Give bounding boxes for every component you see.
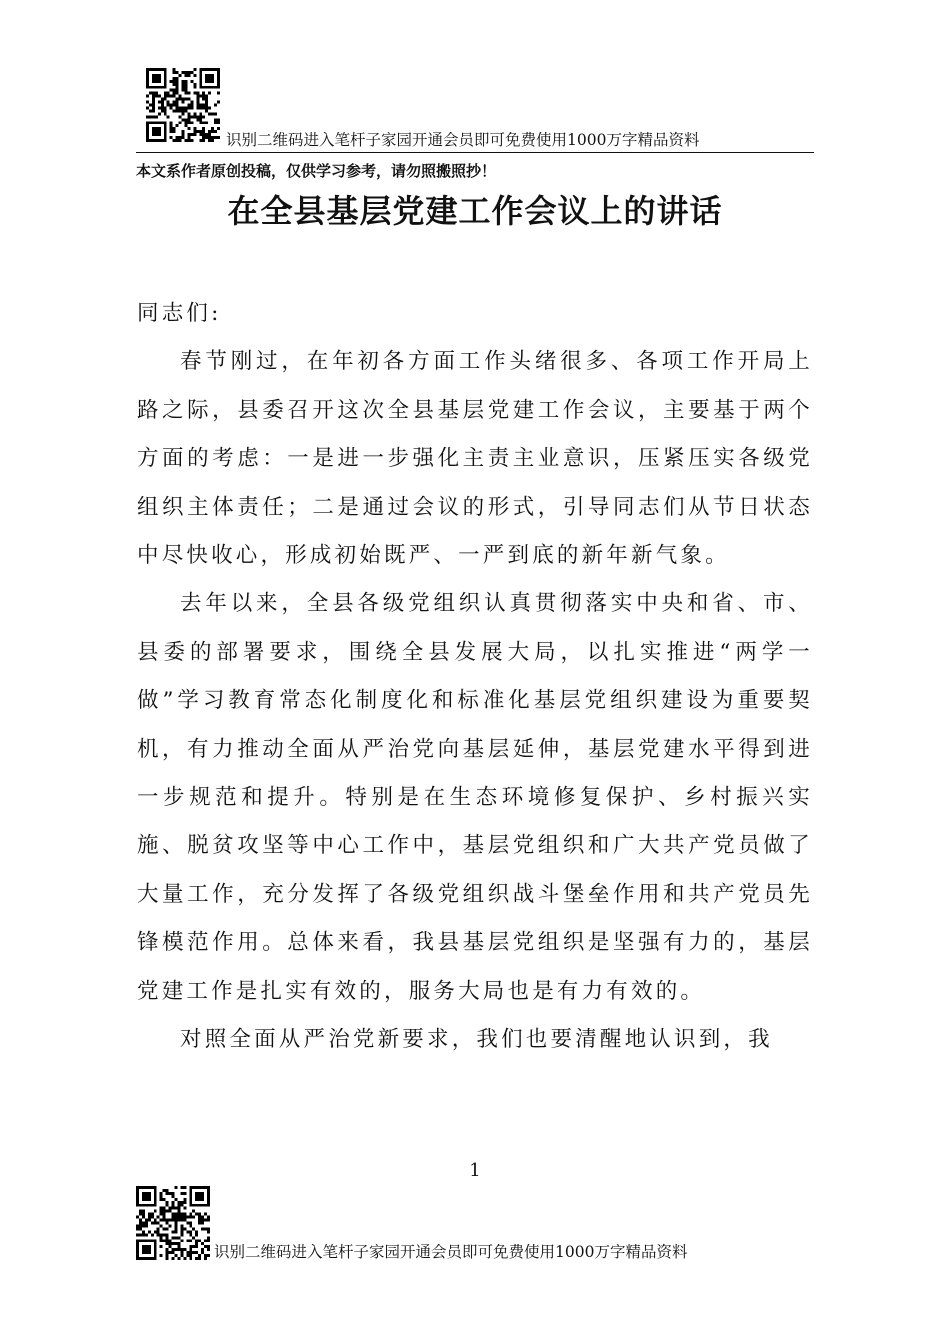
paragraph: 春节刚过，在年初各方面工作头绪很多、各项工作开局上路之际，县委召开这次全县基层党建工作会议，主要基于两个方面的考虑：一是进一步强化主责主业意识，压紧压实各级党组织主体责任；二是通过会议的形式，引导同志们从节日状态中尽快收心，形成初始既严、一严到底的新年新气象。 [137, 349, 813, 569]
paragraph: 对照全面从严治党新要求，我们也要清醒地认识到，我 [180, 1027, 773, 1053]
header-promo-text: 识别二维码进入笔杆子家园开通会员即可免费使用1000万字精品资料 [226, 131, 700, 149]
qr-code-icon[interactable] [136, 1186, 210, 1260]
page-number: 1 [469, 1160, 481, 1181]
paragraph: 去年以来，全县各级党组织认真贯彻落实中央和省、市、县委的部署要求，围绕全县发展大局，以扎实推进“两学一做”学习教育常态化制度化和标准化基层党组织建设为重要契机，有力推动全面从严治党向基层延伸，基层党建水平得到进一步规范和提升。特别是在生态环境修复保护、乡村振兴实施、脱贫攻坚等中心工作中，基层党组织和广大共产党员做了大量工作，充分发挥了各级党组织战斗堡垒作用和共产党员先锋模范作用。总体来看，我县基层党组织是坚强有力的，基层党建工作是扎实有效的，服务大局也是有力有效的。 [137, 591, 813, 1004]
header-divider [136, 152, 814, 153]
footer-promo-text: 识别二维码进入笔杆子家园开通会员即可免费使用1000万字精品资料 [214, 1243, 688, 1261]
disclaimer-text: 本文系作者原创投稿，仅供学习参考，请勿照搬照抄！ [136, 162, 497, 180]
document-body [137, 290, 813, 1065]
document-title: 在全县基层党建工作会议上的讲话 [227, 192, 723, 230]
qr-code-icon[interactable] [146, 68, 220, 142]
salutation: 同志们: [137, 301, 222, 326]
